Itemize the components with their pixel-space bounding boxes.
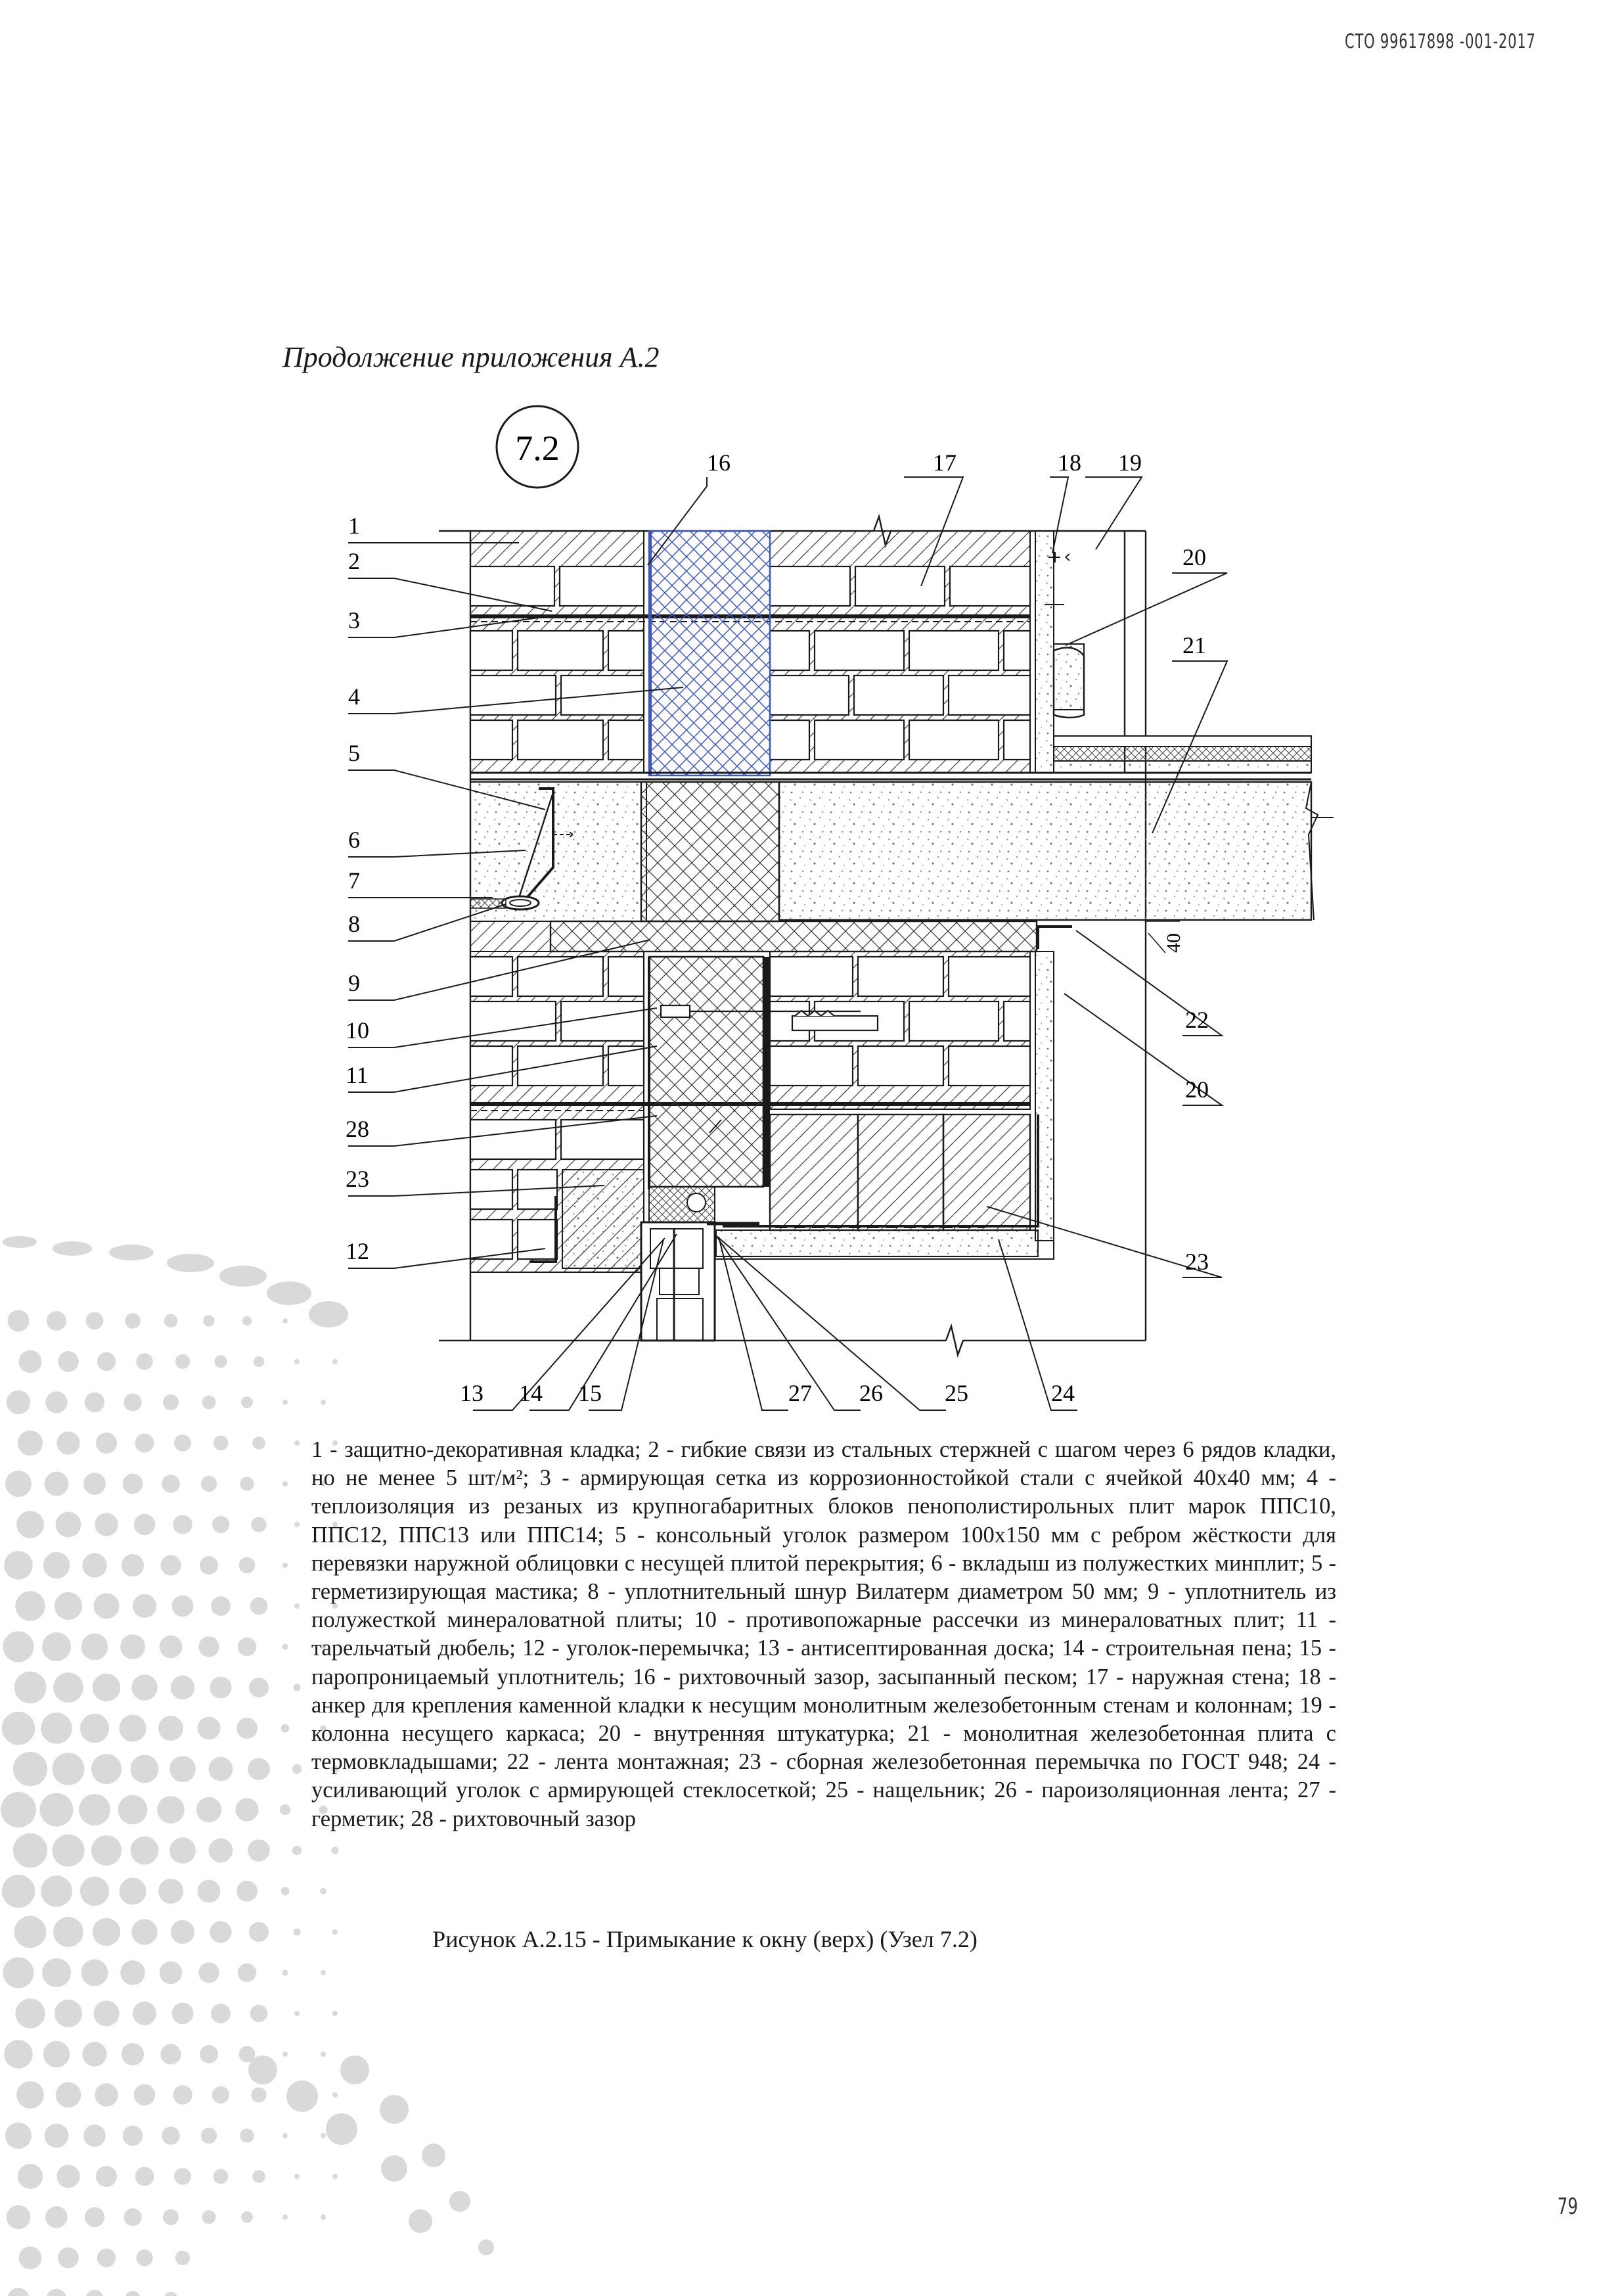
decorative-dot — [83, 2124, 106, 2147]
callout-4: 4 — [348, 683, 360, 710]
decorative-dot — [120, 1634, 145, 1659]
decorative-dot — [160, 1555, 181, 1575]
decorative-dot — [93, 2000, 119, 2026]
decorative-dot — [1, 1792, 36, 1827]
decorative-dot — [96, 1433, 117, 1454]
decorative-dot — [282, 2052, 288, 2057]
decorative-dot — [200, 1556, 218, 1574]
callout-11: 11 — [346, 1062, 369, 1088]
decorative-dot — [93, 1674, 121, 1702]
decorative-dot — [175, 2251, 190, 2265]
legend-text: 1 - защитно-декоративная кладка; 2 - гибкие связи из стальных стержней с шагом через 6 рядов кладки, но не менее 5 шт/м²; 3 - армирующая сетка из коррозионностойкой стали с ячейкой 40х40 мм; 4 - теплоизоляция из резаных из крупногабаритных блоков пенополистирольных плит марок ППС10, ППС12, ППС13 или ППС14; 5 - консольный уголок размером 100х150 мм с ребром жёсткости для перевязки наружной облицовки с несущей плитой перекрытия; 6 - вкладыш из полужестких минплит; 5 - герметизирующая мастика; 8 - уплотнительный шнур Вилатерм диаметром 50 мм; 9 - уплотнитель из полужесткой минераловатной плиты; 10 - противопожарные рассечки из минераловатных плит; 11 - тарельчатый дюбель; 12 - уголок-перемычка; 13 - антисептированная доска; 14 - строительная пена; 15 - паропроницаемый уплотнитель; 16 - рихтовочный зазор, засыпанный песком; 17 - наружная стена; 18 - анкер для крепления каменной кладки к несущим монолитным железобетонным стенам и колоннам; 19 - колонна несущего каркаса; 20 - внутренняя штукатурка; 21 - монолитная железобетонная плита с термовкладышами; 22 - лента монтажная; 23 - сборная железобетонная перемычка по ГОСТ 948; 24 - усиливающий уголок с армирующей стеклосеткой; 25 - нащельник; 26 - пароизоляционная лента; 27 - герметик; 28 - рихтовочный зазор — [311, 1437, 1336, 1831]
decorative-dot — [133, 2002, 156, 2025]
decorative-dot — [135, 1434, 154, 1453]
callout-20-top: 20 — [1182, 544, 1206, 570]
decorative-dot — [239, 1557, 256, 1574]
decorative-dot — [4, 2040, 33, 2069]
decorative-dot — [214, 1436, 229, 1451]
figure-caption-text: Рисунок А.2.15 - Примыкание к окну (верх) (Узел 7.2) — [432, 1926, 978, 1952]
node-marker — [497, 406, 578, 488]
floor-finish — [1054, 736, 1311, 773]
decorative-dot — [14, 1672, 47, 1704]
decorative-dot — [321, 2215, 326, 2220]
decorative-dot — [95, 2083, 118, 2107]
decorative-dot — [294, 2174, 300, 2179]
decorative-dot — [163, 2209, 179, 2225]
decorative-dot — [250, 2005, 268, 2023]
decorative-dot — [235, 1798, 258, 1821]
callout-7: 7 — [348, 867, 360, 894]
decorative-dot — [160, 2044, 181, 2064]
decorative-dot — [58, 2247, 79, 2268]
decorative-dot — [281, 1887, 290, 1896]
callout-22: 22 — [1185, 1007, 1209, 1033]
decorative-dot — [119, 1877, 146, 1904]
decorative-dot — [5, 1471, 32, 1497]
decorative-dot — [134, 2084, 155, 2105]
callout-10: 10 — [346, 1017, 369, 1044]
decorative-dot — [41, 1712, 72, 1743]
decorative-dot — [198, 1636, 219, 1657]
decorative-dot — [160, 1636, 183, 1659]
callout-13: 13 — [460, 1380, 484, 1406]
callout-18: 18 — [1058, 449, 1081, 476]
decorative-dot — [210, 1676, 231, 1698]
decorative-dot — [236, 1718, 258, 1739]
floor-slab — [470, 773, 1334, 921]
decorative-dot — [164, 2292, 178, 2296]
decorative-dot — [280, 1804, 290, 1815]
decorative-dot — [123, 1474, 143, 1494]
decorative-dot — [45, 2206, 67, 2228]
decorative-dot — [422, 2144, 445, 2167]
decorative-dot — [7, 2205, 31, 2230]
decorative-dot — [120, 1960, 145, 1985]
decorative-dot — [212, 2086, 229, 2103]
decorative-dot — [53, 1672, 83, 1703]
decorative-dot — [252, 1436, 265, 1450]
decorative-dot — [122, 2043, 144, 2065]
callout-19: 19 — [1118, 449, 1142, 476]
decorative-dot — [202, 2211, 216, 2224]
decorative-dot — [172, 2003, 194, 2025]
callout-21: 21 — [1182, 632, 1206, 658]
decorative-dot — [82, 2042, 106, 2066]
decorative-dot — [118, 1795, 148, 1825]
callout-17: 17 — [933, 449, 956, 476]
decorative-dot — [158, 1879, 183, 1904]
decorative-dot — [282, 1643, 288, 1649]
decorative-dot — [478, 2239, 494, 2255]
callout-24: 24 — [1051, 1380, 1075, 1406]
decorative-dot — [122, 1554, 144, 1576]
decorative-dot — [201, 1476, 217, 1492]
callout-23-left: 23 — [346, 1166, 369, 1192]
decorative-dot — [131, 1674, 157, 1700]
decorative-dot — [294, 1440, 300, 1446]
callout-6: 6 — [348, 827, 360, 853]
insulation-block — [649, 531, 770, 775]
decorative-dot — [320, 1888, 326, 1894]
document-number: СТО 99617898 -001-2017 — [1345, 30, 1536, 53]
decorative-dot — [292, 1846, 302, 1855]
decorative-dot — [248, 1839, 270, 1862]
decorative-dot — [321, 2052, 326, 2057]
decorative-dot — [321, 1970, 326, 1975]
decorative-dot — [43, 1552, 70, 1578]
decorative-dot — [282, 1563, 288, 1568]
decorative-dot — [131, 1837, 159, 1865]
callout-15: 15 — [578, 1380, 602, 1406]
decorative-dot — [238, 1963, 256, 1982]
decorative-dot — [52, 1834, 84, 1866]
decorative-dot — [321, 2133, 326, 2138]
decorative-dot — [2, 1875, 35, 1908]
decorative-dot — [282, 2215, 288, 2220]
decorative-dot — [332, 2011, 338, 2016]
decorative-dot — [252, 2170, 265, 2183]
decorative-dot — [251, 1517, 266, 1532]
callout-3: 3 — [348, 607, 360, 633]
decorative-dot — [200, 2045, 218, 2063]
callout-14: 14 — [519, 1380, 543, 1406]
decorative-dot — [214, 2169, 229, 2184]
callout-2: 2 — [348, 548, 360, 574]
decorative-dot — [56, 1431, 79, 1454]
decorative-dot — [97, 2249, 116, 2268]
decorative-dot — [56, 2082, 81, 2108]
callout-5: 5 — [348, 740, 360, 766]
decorative-dot — [409, 2209, 432, 2233]
page-number: 79 — [1557, 2193, 1578, 2220]
decorative-dot — [294, 1684, 301, 1691]
decorative-dot — [294, 1522, 300, 1527]
decorative-dot — [249, 1678, 269, 1697]
decorative-dot — [381, 2155, 407, 2182]
figure-caption — [0, 1925, 1620, 1953]
decorative-dot — [2, 1712, 35, 1745]
callout-8: 8 — [348, 911, 360, 937]
decorative-dot — [42, 1958, 71, 1987]
decorative-dot — [212, 1516, 229, 1533]
decorative-dot — [340, 2055, 369, 2084]
callout-1: 1 — [348, 513, 360, 539]
decorative-dot — [3, 1632, 34, 1663]
decorative-dot — [55, 2000, 82, 2027]
decorative-dot — [82, 1553, 106, 1577]
decorative-dot — [13, 1833, 47, 1868]
callout-26: 26 — [859, 1380, 883, 1406]
decorative-dot — [135, 2167, 154, 2186]
node-id: 7.2 — [515, 428, 560, 468]
decorative-dot — [332, 2174, 338, 2179]
decorative-dot — [81, 1634, 108, 1661]
decorative-dot — [18, 1431, 43, 1456]
decorative-dot — [16, 1511, 44, 1538]
decorative-dot — [250, 1597, 268, 1615]
decorative-dot — [240, 2128, 254, 2142]
decorative-dot — [196, 1797, 221, 1822]
page-heading: Продолжение приложения А.2 — [282, 341, 660, 373]
decorative-dot — [16, 2081, 44, 2109]
decorative-dot — [5, 2123, 32, 2149]
decorative-dot — [80, 1877, 109, 1906]
callout-12: 12 — [346, 1238, 369, 1264]
decorative-dot — [18, 2164, 43, 2189]
decorative-dot — [86, 2290, 104, 2296]
decorative-dot — [211, 2004, 231, 2023]
decorative-dot — [41, 1875, 72, 1906]
decorative-dot — [248, 2055, 277, 2084]
decorative-dot — [40, 1793, 74, 1827]
decorative-dot — [124, 2208, 141, 2226]
decorative-dot — [42, 1632, 71, 1661]
decorative-dot — [162, 2126, 180, 2145]
decorative-dot — [251, 2087, 266, 2102]
decorative-dot — [56, 1512, 81, 1538]
decorative-dot — [248, 1758, 270, 1780]
decorative-dot — [81, 1960, 108, 1986]
decorative-dot — [198, 1717, 221, 1740]
decorative-dot — [241, 2211, 253, 2223]
decorative-dot — [173, 1515, 192, 1534]
decorative-dot — [169, 1837, 196, 1864]
decorative-dot — [172, 1596, 194, 1617]
decorative-dot — [331, 1847, 338, 1854]
decorative-dot — [93, 1593, 119, 1619]
decorative-dot — [171, 1676, 194, 1699]
decorative-dot — [56, 2165, 79, 2188]
decorative-dot — [80, 1714, 109, 1743]
decorative-dot — [238, 1638, 256, 1656]
decorative-dot — [282, 1969, 288, 1975]
decorative-dot — [209, 1839, 233, 1863]
decorative-dot — [332, 2092, 338, 2098]
decorative-dot — [45, 2124, 69, 2148]
decorative-dot — [174, 2168, 191, 2185]
decorative-dot — [119, 1714, 146, 1741]
decorative-dot — [282, 2133, 288, 2138]
decorative-dot — [201, 2128, 217, 2144]
decorative-dot — [15, 1591, 45, 1620]
decorative-dot — [157, 1796, 185, 1824]
decorative-dot — [91, 1754, 122, 1784]
decorative-dot — [123, 2126, 143, 2146]
decorative-dot — [158, 1716, 183, 1741]
decorative-dot — [281, 1724, 290, 1733]
decorative-dot — [134, 1514, 155, 1535]
decorative-dot — [209, 1757, 233, 1781]
decorative-dot — [4, 1551, 33, 1580]
callout-9: 9 — [348, 970, 360, 996]
decorative-dot — [380, 2095, 409, 2124]
decorative-dot — [294, 1603, 300, 1609]
callout-27: 27 — [788, 1380, 812, 1406]
decorative-dot — [131, 1755, 159, 1783]
callout-25: 25 — [945, 1380, 968, 1406]
decorative-dot — [83, 1473, 106, 1495]
decorative-dot — [8, 2288, 30, 2296]
callout-23-right: 23 — [1185, 1249, 1209, 1275]
decorative-dot — [169, 1756, 196, 1782]
decorative-dot — [96, 2166, 117, 2187]
decorative-dot — [52, 1753, 84, 1785]
decorative-dot — [43, 2041, 70, 2067]
dimension-label: 40 — [1163, 933, 1184, 953]
decorative-dot — [55, 1592, 82, 1620]
decorative-dot — [211, 1596, 231, 1616]
decorative-dot — [162, 1475, 180, 1493]
decorative-dot — [240, 1477, 254, 1490]
decorative-dot — [174, 1435, 191, 1452]
decorative-dot — [85, 2207, 104, 2227]
decorative-dot — [91, 1835, 122, 1866]
decorative-dot — [3, 1958, 34, 1988]
decorative-dot — [294, 2011, 300, 2016]
callout-28: 28 — [346, 1116, 369, 1142]
callout-16: 16 — [707, 449, 731, 476]
callout-20-bottom: 20 — [1185, 1076, 1209, 1103]
decorative-dot — [292, 1764, 302, 1774]
decorative-dot — [79, 1794, 110, 1825]
decorative-dot — [449, 2191, 470, 2212]
decorative-dot — [15, 1998, 45, 2028]
decorative-dot — [19, 2247, 42, 2270]
fire-barrier-band — [470, 921, 1184, 953]
decorative-dot — [125, 2291, 141, 2296]
decorative-dot — [286, 2080, 318, 2112]
decorative-dot — [173, 2085, 192, 2104]
decorative-dot — [47, 2289, 66, 2296]
decorative-dot — [282, 1481, 288, 1486]
decorative-dot — [45, 1472, 69, 1496]
decorative-dot — [13, 1752, 47, 1786]
decorative-dot — [136, 2249, 152, 2266]
decorative-dot — [160, 1962, 183, 1985]
decorative-dot — [133, 1594, 156, 1618]
decorative-dot — [236, 1881, 258, 1902]
decorative-dot — [198, 1962, 219, 1983]
decorative-dot — [198, 1880, 221, 1903]
decorative-dot — [95, 1513, 118, 1536]
decorative-dot — [326, 2113, 357, 2145]
